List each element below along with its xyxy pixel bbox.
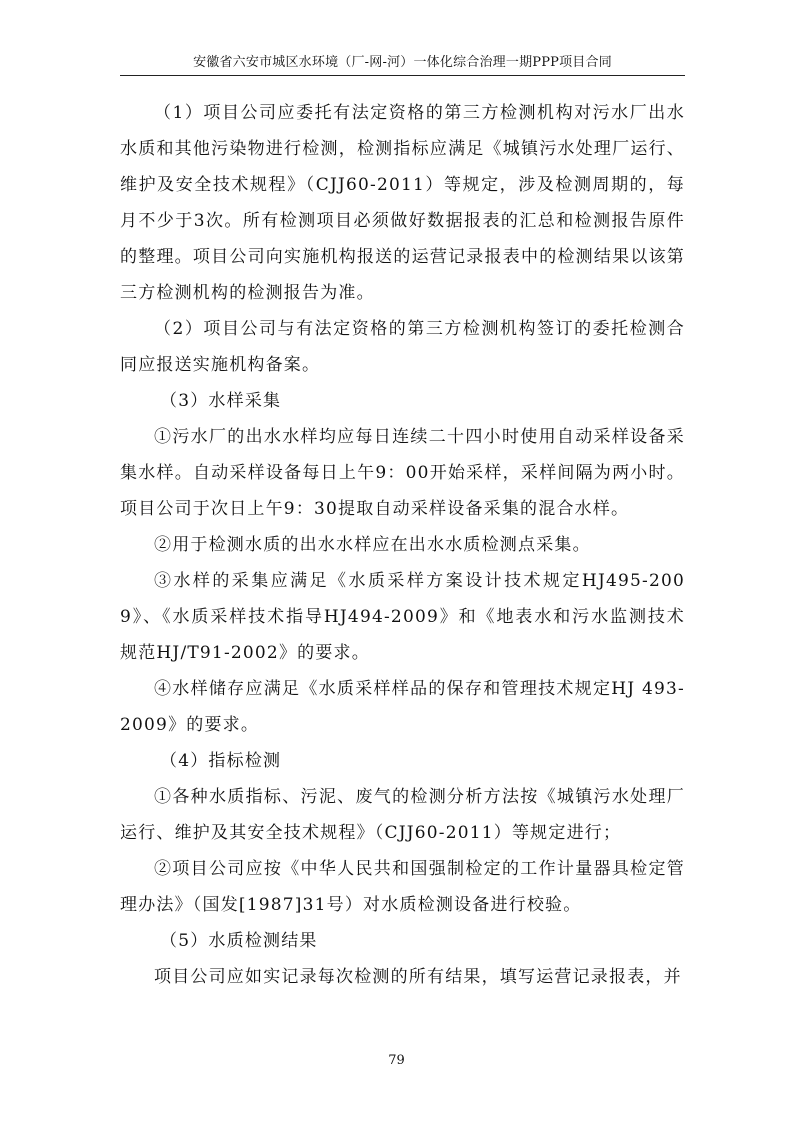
paragraph-monitoring-agency: （1）项目公司应委托有法定资格的第三方检测机构对污水厂出水水质和其他污染物进行检测，检测指标应满足《城镇污水处理厂运行、维护及安全技术规程》（CJJ60-2011）等规定，涉及检测周期的，每月不少于3次。所有检测项目必须做好数据报表的汇总和检测报告原件的整理。项目公司向实施机构报送的运营记录报表中的检测结果以该第三方检测机构的检测报告为准。 (120, 103, 685, 303)
paragraph-sampling-schedule: ①污水厂的出水水样均应每日连续二十四小时使用自动采样设备采集水样。自动采样设备每日上午9：00开始采样，采样间隔为两小时。项目公司于次日上午9：30提取自动采样设备采集的混合水样。 (120, 427, 685, 519)
paragraph-record-results: 项目公司应如实记录每次检测的所有结果，填写运营记录报表，并 (154, 967, 682, 987)
paragraph-equipment-calibration: ②项目公司应按《中华人民共和国强制检定的工作计量器具检定管理办法》（国发[1987]31号）对水质检测设备进行校验。 (120, 859, 685, 915)
page-header-title: 安徽省六安市城区水环境（厂-网-河）一体化综合治理一期PPP项目合同 (193, 55, 612, 70)
page-number: 79 (388, 1053, 405, 1068)
paragraph-contract-filing: （2）项目公司与有法定资格的第三方检测机构签订的委托检测合同应报送实施机构备案。 (120, 319, 685, 375)
paragraph-analysis-methods: ①各种水质指标、污泥、废气的检测分析方法按《城镇污水处理厂运行、维护及其安全技术规程》（CJJ60-2011）等规定进行； (120, 787, 685, 843)
paragraph-sampling-point: ②用于检测水质的出水水样应在出水水质检测点采集。 (154, 535, 591, 555)
section-heading-test-results: （5）水质检测结果 (160, 931, 318, 951)
section-heading-indicator-testing: （4）指标检测 (160, 751, 282, 771)
section-heading-water-sampling: （3）水样采集 (160, 391, 282, 411)
paragraph-sample-storage: ④水样储存应满足《水质采样样品的保存和管理技术规定HJ 493-2009》的要求。 (120, 679, 685, 735)
paragraph-sampling-standards: ③水样的采集应满足《水质采样方案设计技术规定HJ495-2009》、《水质采样技术指导HJ494-2009》和《地表水和污水监测技术规范HJ/T91-2002》的要求。 (120, 571, 685, 663)
header-divider (120, 75, 685, 76)
document-body (120, 95, 685, 995)
